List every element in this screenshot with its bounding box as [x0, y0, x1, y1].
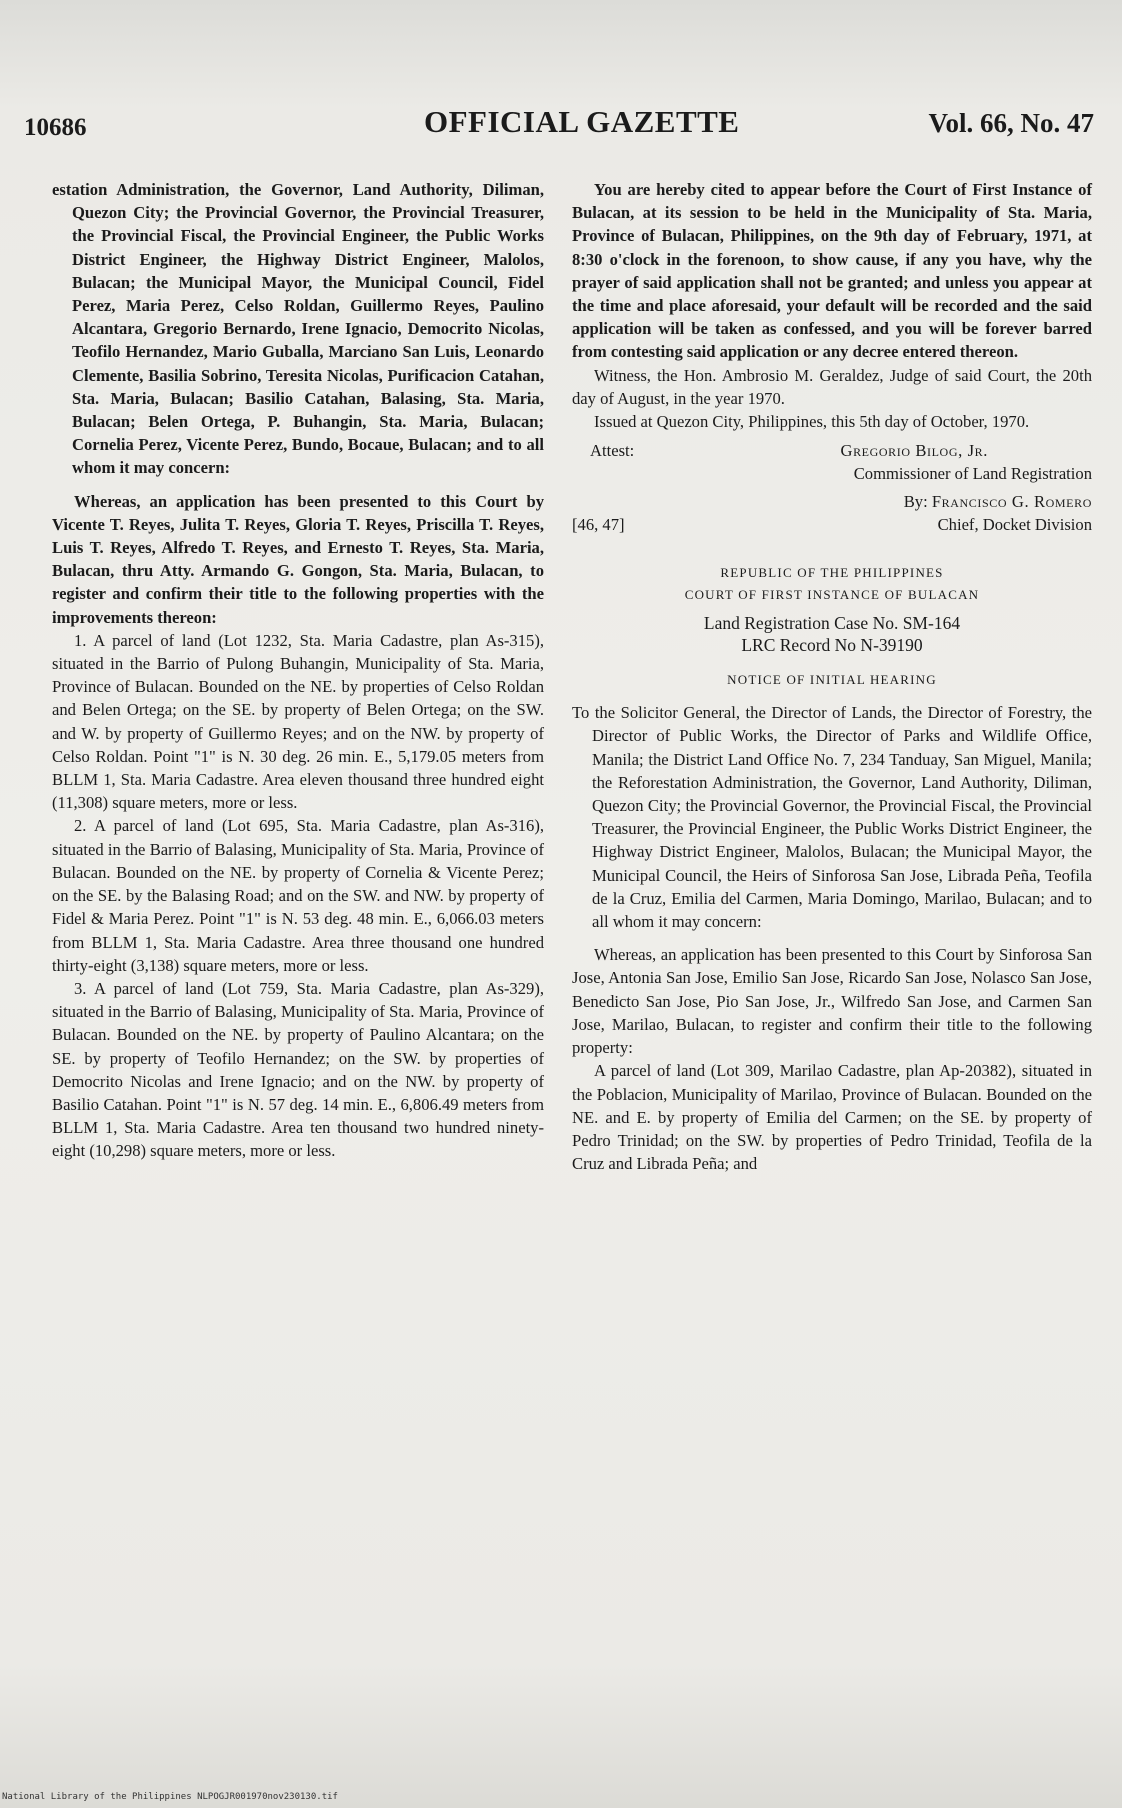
whereas-paragraph	[52, 490, 544, 629]
commissioner-title: Commissioner of Land Registration	[853, 464, 1092, 484]
notice-title: NOTICE OF INITIAL HEARING	[727, 672, 937, 688]
witness-paragraph: Witness, the Hon. Ambrosio M. Geraldez, Judge of said Court, the 20th day of August, in the year 1970.	[572, 365, 1092, 408]
addressees-continued: estation Administration, the Governor, Land Authority, Diliman, Quezon City; the Provincial Governor, the Provincial Treasurer, the Provincial Fiscal, the Provincial Engineer, the Public Works District Engineer, the Highway District Engineer, Malolos, Bulacan; the Municipal Mayor, the Municipal Council, Fidel Perez, Maria Perez, Celso Roldan, Guillermo Reyes, Paulino Alcantara, Gregorio Bernardo, Irene Ignacio, Democrito Nicolas, Teofilo Hernandez, Mario Guballa, Marciano San Luis, Leonardo Clemente, Basilia Sobrino, Teresita Nicolas, Purificacion Catahan, Sta. Maria, Bulacan; Basilio Catahan, Balasing, Sta. Maria, Bulacan; Belen Ortega, P. Buhangin, Sta. Maria, Bulacan; Cornelia Perez, Vicente Perez, Bundo, Bocaue, Bulacan; and to all whom it may concern:	[52, 180, 544, 478]
publication-title: OFFICIAL GAZETTE	[424, 104, 740, 139]
scan-credit: National Library of the Philippines NLPOGJR001970nov230130.tif	[2, 1792, 338, 1802]
parcel-3: 3. A parcel of land (Lot 759, Sta. Maria Cadastre, plan As-329), situated in the Barrio of Balasing, Municipality of Sta. Maria, Province of Bulacan. Bounded on the NE. by property of Paulino Alcantara; on the SE. by property of Teofilo Hernandez; on the SW. by properties of Democrito Nicolas and Irene Ignacio; and on the NW. by property of Basilio Catahan. Point "1" is N. 57 deg. 14 min. E., 6,806.49 meters from BLLM 1, Sta. Maria Cadastre. Area ten thousand two hundred ninety-eight (10,298) square meters, more or less.	[52, 978, 544, 1161]
commissioner-signature	[841, 439, 1093, 485]
notice-addressees: To the Solicitor General, the Director of Lands, the Director of Forestry, the Director of Public Works, the Director of Parks and Wildlife Office, Manila; the District Land Office No. 7, 234 Tanduay, San Miguel, Manila; the Reforestation Administration, the Governor, Land Authority, Diliman, Quezon City; the Provincial Governor, the Provincial Fiscal, the Provincial Treasurer, the Provincial Engineer, the Public Works District Engineer, the Highway District Engineer, Malolos, Bulacan; the Municipal Mayor, the Municipal Council, the Heirs of Sinforosa San Jose, Librada Peña, Teofila de la Cruz, Emilia del Carmen, Maria Domingo, Marilao, Bulacan; and to all whom it may concern:	[572, 703, 1092, 932]
parcel-2: 2. A parcel of land (Lot 695, Sta. Maria Cadastre, plan As-316), situated in the Barrio of Balasing, Municipality of Sta. Maria, Province of Bulacan. Bounded on the NE. by property of Cornelia & Vicente Perez; on the SE. by the Balasing Road; and on the SW. and NW. by property of Fidel & Maria Perez. Point "1" is N. 53 deg. 48 min. E., 6,066.03 meters from BLLM 1, Sta. Maria Cadastre. Area three thousand one hundred thirty-eight (3,138) square meters, more or less.	[52, 816, 544, 975]
page-number: 10686	[24, 114, 87, 141]
commissioner-name: Gregorio Bilog, Jr.	[840, 441, 988, 461]
attest-label: Attest:	[590, 441, 635, 461]
case-heading	[572, 612, 1092, 656]
issued-paragraph: Issued at Quezon City, Philippines, this 5th day of October, 1970.	[594, 412, 1030, 432]
chief-signature	[904, 490, 1092, 536]
chief-name: Francisco G. Romero	[931, 491, 1092, 511]
court-heading	[572, 562, 1092, 606]
court-line: COURT OF FIRST INSTANCE OF BULACAN	[684, 587, 980, 603]
chief-title: Chief, Docket Division	[937, 514, 1092, 534]
republic-line: REPUBLIC OF THE PHILIPPINES	[720, 565, 944, 581]
notice-whereas: Whereas, an application has been presented to this Court by Sinforosa San Jose, Antonia San Jose, Emilio San Jose, Ricardo San Jose, Nolasco San Jose, Benedicto San Jose, Pio San Jose, Jr., Wilfredo San Jose, and Carmen San Jose, Marilao, Bulacan, to register and confirm their title to the following property:	[572, 945, 1092, 1058]
notice-parcel: A parcel of land (Lot 309, Marilao Cadastre, plan Ap-20382), situated in the Poblacion, Municipality of Marilao, Province of Bulacan. Bounded on the NE. and E. by property of Emilia del Carmen; on the SE. by property of Pedro Trinidad; on the SW. by properties of Pedro Trinidad, Teofila de la Cruz and Librada Peña; and	[572, 1061, 1092, 1174]
parcel-1: 1. A parcel of land (Lot 1232, Sta. Maria Cadastre, plan As-315), situated in the Barrio of Pulong Buhangin, Municipality of Sta. Maria, Province of Bulacan. Bounded on the NE. by properties of Celso Roldan and Belen Ortega; on the SE. by property of Belen Ortega; on the SW. and W. by property of Guillermo Reyes; and on the NW. by property of Celso Roldan. Point "1" is N. 30 deg. 26 min. E., 5,179.05 meters from BLLM 1, Sta. Maria Cadastre. Area eleven thousand three hundred eight (11,308) square meters, more or less.	[52, 630, 544, 813]
case-number: Land Registration Case No. SM-164	[703, 613, 961, 634]
issue-reference: [46, 47]	[572, 514, 625, 534]
citation-paragraph: You are hereby cited to appear before the Court of First Instance of Bulacan, at its session to be held in the Municipality of Sta. Maria, Province of Bulacan, Philippines, on the 9th day of February, 1971, at 8:30 o'clock in the forenoon, to show cause, if any you have, why the prayer of said application shall not be granted; and unless you appear at the time and place aforesaid, your default will be recorded and the said application will be taken as confessed, and you will be forever barred from contesting said application or any decree entered thereon.	[572, 180, 1092, 362]
volume-number: Vol. 66, No. 47	[928, 108, 1094, 138]
attest-block	[572, 439, 1092, 485]
page-header	[24, 104, 1094, 150]
by-label: By:	[903, 491, 928, 511]
record-number: LRC Record No N-39190	[741, 635, 923, 656]
by-block	[572, 490, 1092, 536]
right-column	[572, 178, 1092, 1175]
whereas-text: Whereas, an application has been presented to this Court by Vicente T. Reyes, Julita T. Reyes, Gloria T. Reyes, Priscilla T. Reyes, Luis T. Reyes, Alfredo T. Reyes, and Ernesto T. Reyes, Sta. Maria, Bulacan, thru Atty. Armando G. Gongon, Sta. Maria, Bulacan, to register and confirm their title to the following properties with the improvements thereon:	[52, 491, 544, 627]
left-column	[52, 178, 544, 1163]
